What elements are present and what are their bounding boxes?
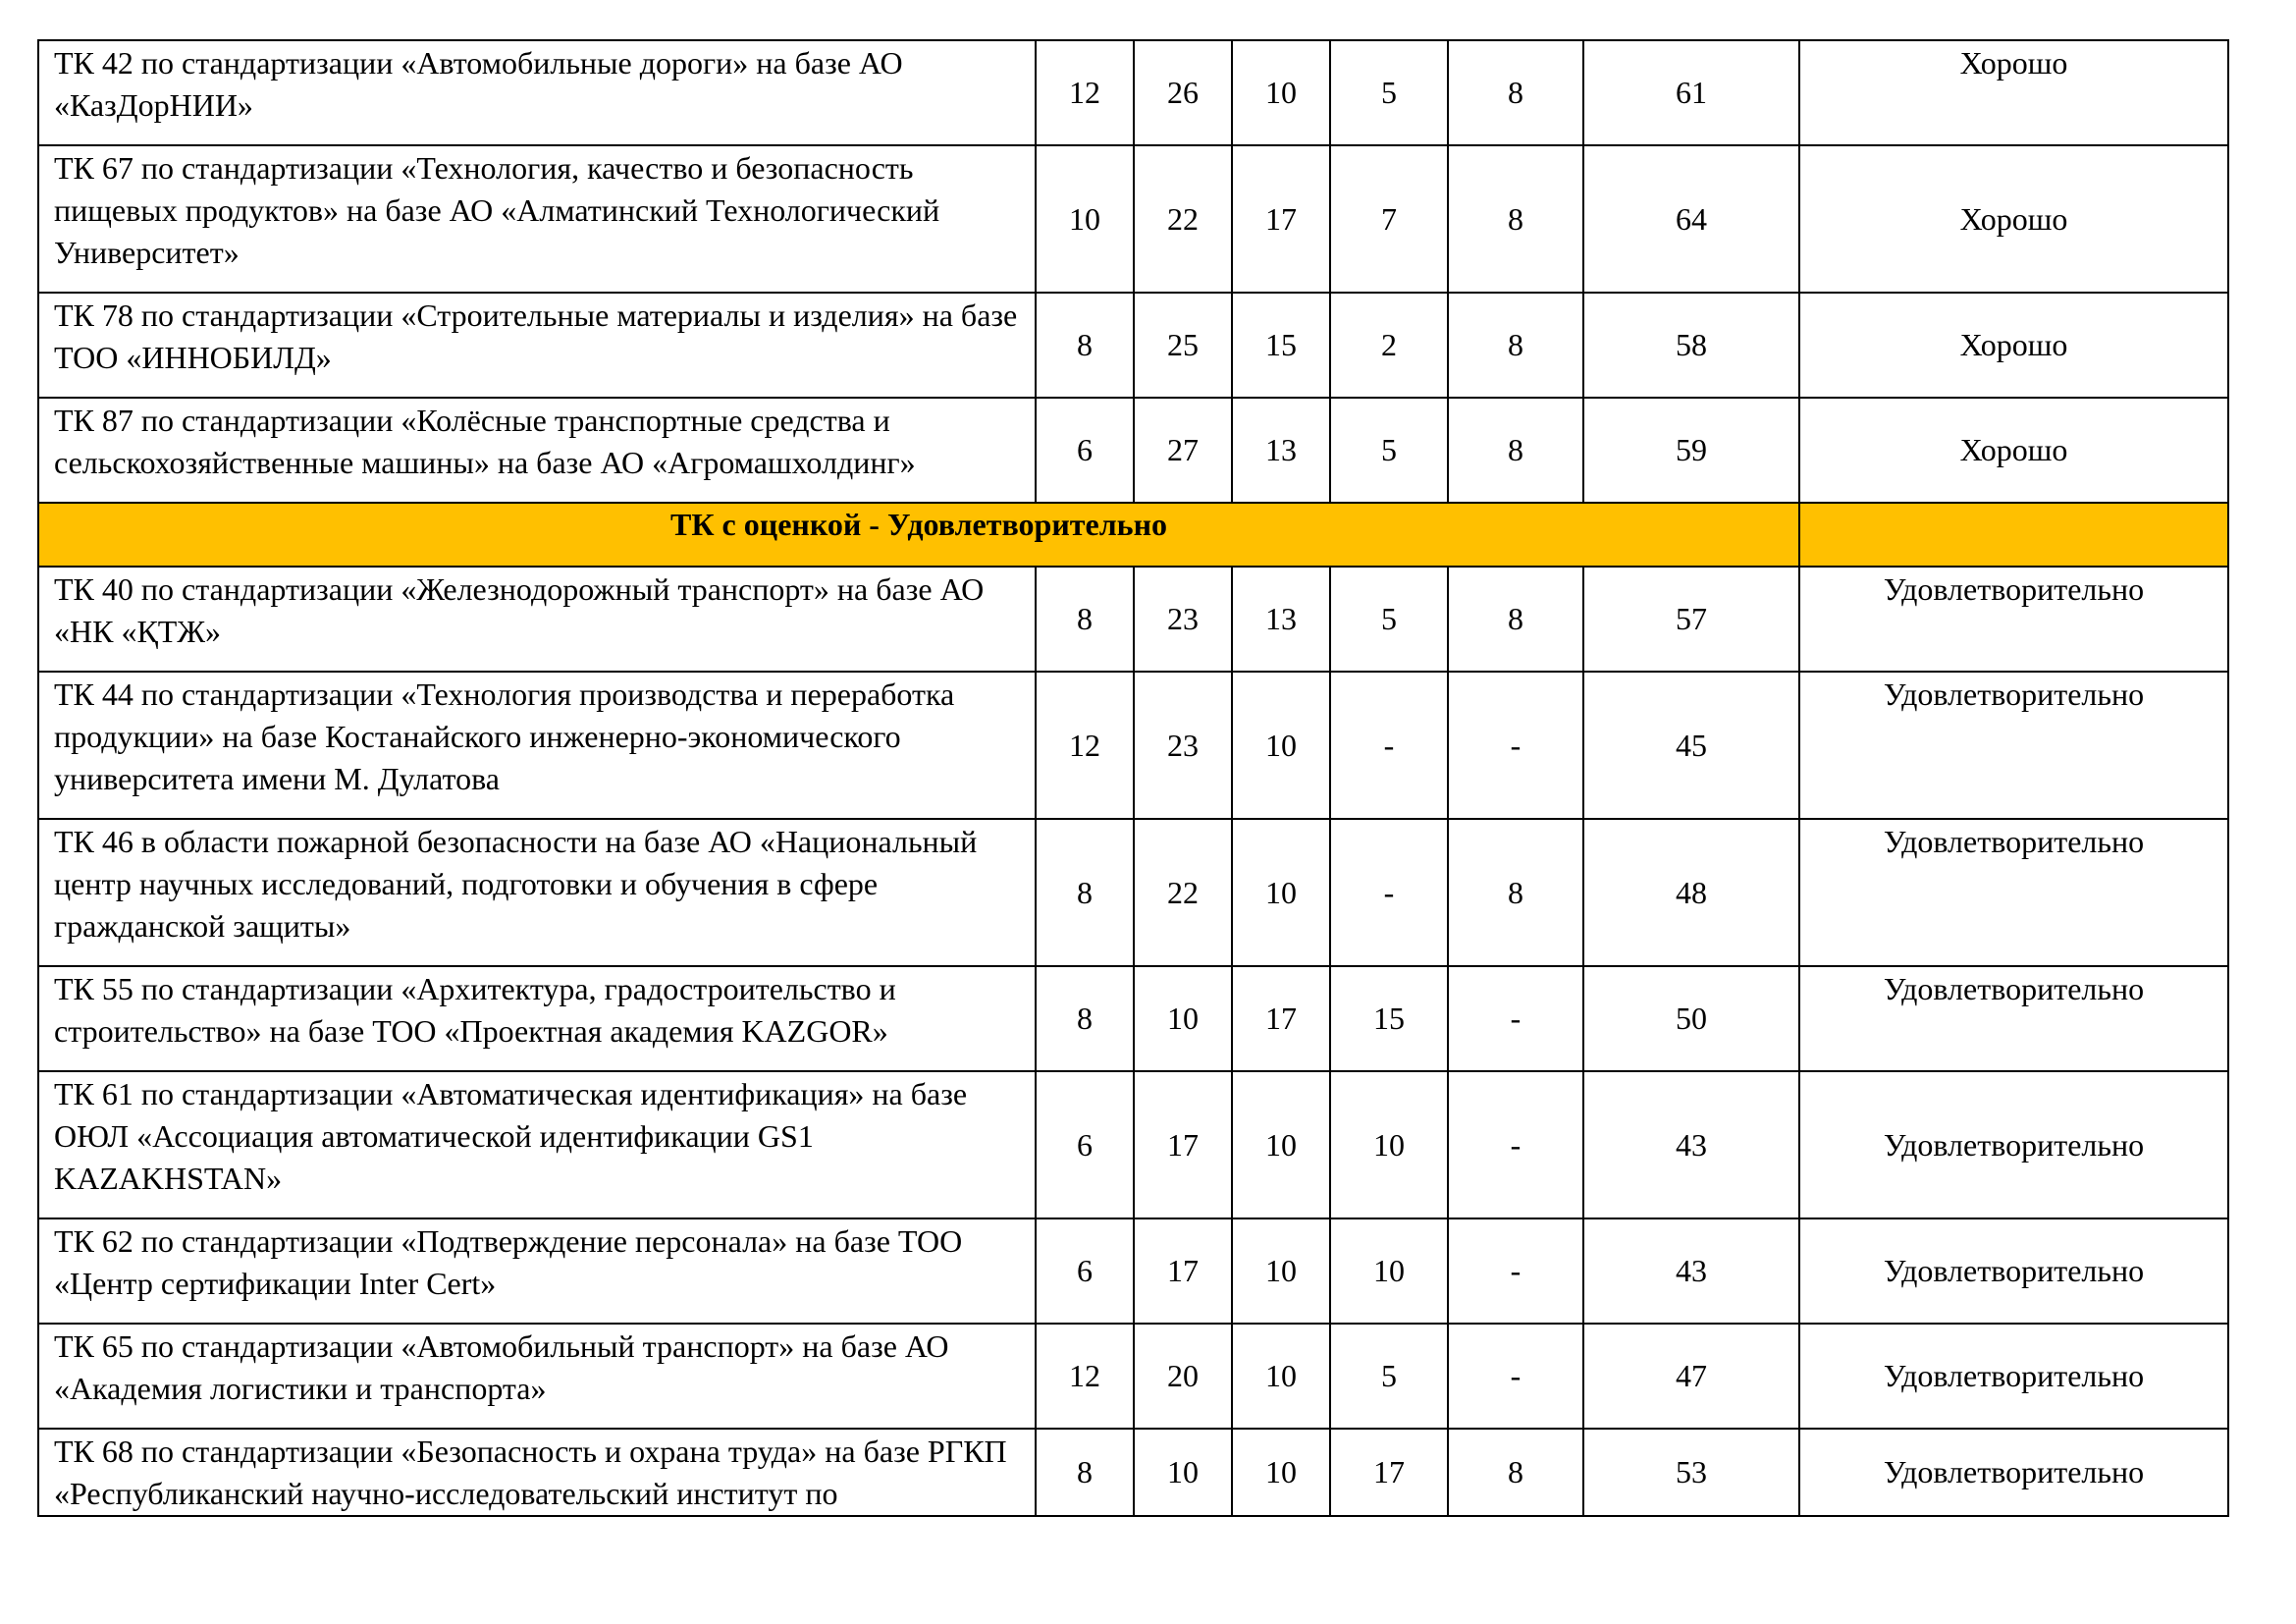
section-header-row [38,503,2228,567]
rating-cell: Удовлетворительно [1799,819,2228,966]
score-cell: 10 [1134,966,1232,1071]
score-cell: 12 [1036,40,1134,145]
table-row [38,293,2228,398]
committee-name-cell: ТК 68 по стандартизации «Безопасность и охрана труда» на базе РГКП «Республиканский научно-исследовательский институт по [38,1429,1036,1516]
committee-name-cell: ТК 67 по стандартизации «Технология, качество и безопасность пищевых продуктов» на базе АО «Алматинский Технологический Университет» [38,145,1036,293]
committee-name-cell: ТК 87 по стандартизации «Колёсные транспортные средства и сельскохозяйственные машины» на базе АО «Агромашхолдинг» [38,398,1036,503]
score-cell: 8 [1448,398,1583,503]
score-cell: 25 [1134,293,1232,398]
score-cell: 8 [1448,293,1583,398]
rating-cell: Удовлетворительно [1799,1218,2228,1324]
score-cell: 8 [1036,1429,1134,1516]
total-cell: 47 [1583,1324,1799,1429]
score-cell: 26 [1134,40,1232,145]
score-cell: 22 [1134,145,1232,293]
total-cell: 64 [1583,145,1799,293]
total-cell: 61 [1583,40,1799,145]
score-cell: 10 [1232,40,1330,145]
score-cell: 5 [1330,567,1448,672]
table-row [38,1324,2228,1429]
total-cell: 43 [1583,1218,1799,1324]
score-cell: 12 [1036,672,1134,819]
committee-name-cell: ТК 40 по стандартизации «Железнодорожный транспорт» на базе АО «НК «ҚТЖ» [38,567,1036,672]
score-cell: 15 [1232,293,1330,398]
score-cell: 8 [1036,966,1134,1071]
score-cell: 5 [1330,1324,1448,1429]
score-cell: 22 [1134,819,1232,966]
score-cell: - [1448,672,1583,819]
total-cell: 57 [1583,567,1799,672]
score-cell: 10 [1134,1429,1232,1516]
score-cell: 10 [1232,1071,1330,1218]
score-cell: 17 [1134,1218,1232,1324]
score-cell: 10 [1232,1324,1330,1429]
rating-cell: Удовлетворительно [1799,1071,2228,1218]
committee-name-cell: ТК 42 по стандартизации «Автомобильные дороги» на базе АО «КазДорНИИ» [38,40,1036,145]
table-row [38,672,2228,819]
total-cell: 43 [1583,1071,1799,1218]
rating-cell: Удовлетворительно [1799,672,2228,819]
score-cell: 27 [1134,398,1232,503]
score-cell: 15 [1330,966,1448,1071]
score-cell: 13 [1232,567,1330,672]
score-cell: 8 [1036,293,1134,398]
committee-name-cell: ТК 44 по стандартизации «Технология производства и переработка продукции» на базе Костанайского инженерно-экономического университета имени М. Дулатова [38,672,1036,819]
score-cell: 8 [1036,819,1134,966]
score-cell: 10 [1232,1429,1330,1516]
total-cell: 58 [1583,293,1799,398]
score-cell: 8 [1448,40,1583,145]
table-row [38,145,2228,293]
committee-name-cell: ТК 78 по стандартизации «Строительные материалы и изделия» на базе ТОО «ИННОБИЛД» [38,293,1036,398]
score-cell: 12 [1036,1324,1134,1429]
total-cell: 48 [1583,819,1799,966]
table-row [38,1429,2228,1516]
score-cell: 10 [1330,1071,1448,1218]
score-cell: 8 [1448,819,1583,966]
rating-cell: Удовлетворительно [1799,1324,2228,1429]
score-cell: 6 [1036,1218,1134,1324]
score-cell: 8 [1448,1429,1583,1516]
score-cell: 5 [1330,398,1448,503]
table-row [38,567,2228,672]
total-cell: 53 [1583,1429,1799,1516]
table-row [38,40,2228,145]
score-cell: 6 [1036,1071,1134,1218]
rating-table [37,39,2229,1517]
table-row [38,1071,2228,1218]
score-cell: 8 [1448,145,1583,293]
score-cell: - [1448,1324,1583,1429]
rating-cell: Хорошо [1799,293,2228,398]
score-cell: 7 [1330,145,1448,293]
table-row [38,398,2228,503]
rating-cell: Хорошо [1799,40,2228,145]
committee-name-cell: ТК 62 по стандартизации «Подтверждение персонала» на базе ТОО «Центр сертификации Inter Cert» [38,1218,1036,1324]
section-title: ТК с оценкой - Удовлетворительно [38,503,1799,567]
score-cell: 17 [1232,966,1330,1071]
total-cell: 59 [1583,398,1799,503]
score-cell: 10 [1330,1218,1448,1324]
rating-cell: Удовлетворительно [1799,966,2228,1071]
score-cell: - [1448,966,1583,1071]
section-rating-cell [1799,503,2228,567]
score-cell: 5 [1330,40,1448,145]
score-cell: 20 [1134,1324,1232,1429]
score-cell: 8 [1448,567,1583,672]
score-cell: 23 [1134,567,1232,672]
score-cell: 8 [1036,567,1134,672]
score-cell: - [1330,672,1448,819]
total-cell: 45 [1583,672,1799,819]
score-cell: - [1448,1071,1583,1218]
committee-name-cell: ТК 46 в области пожарной безопасности на базе АО «Национальный центр научных исследований, подготовки и обучения в сфере гражданской защиты» [38,819,1036,966]
table-row [38,819,2228,966]
score-cell: 10 [1232,819,1330,966]
score-cell: 17 [1232,145,1330,293]
table-row [38,1218,2228,1324]
committee-name-cell: ТК 61 по стандартизации «Автоматическая идентификация» на базе ОЮЛ «Ассоциация автоматической идентификации GS1 KAZAKHSTAN» [38,1071,1036,1218]
rating-cell: Удовлетворительно [1799,567,2228,672]
rating-cell: Хорошо [1799,398,2228,503]
score-cell: 2 [1330,293,1448,398]
score-cell: 6 [1036,398,1134,503]
score-cell: 17 [1134,1071,1232,1218]
score-cell: 23 [1134,672,1232,819]
score-cell: 10 [1232,672,1330,819]
score-cell: 13 [1232,398,1330,503]
committee-name-cell: ТК 65 по стандартизации «Автомобильный транспорт» на базе АО «Академия логистики и транспорта» [38,1324,1036,1429]
score-cell: 17 [1330,1429,1448,1516]
score-cell: 10 [1036,145,1134,293]
rating-cell: Хорошо [1799,145,2228,293]
table-row [38,966,2228,1071]
total-cell: 50 [1583,966,1799,1071]
score-cell: - [1448,1218,1583,1324]
committee-name-cell: ТК 55 по стандартизации «Архитектура, градостроительство и строительство» на базе ТОО «Проектная академия KAZGOR» [38,966,1036,1071]
rating-cell: Удовлетворительно [1799,1429,2228,1516]
score-cell: - [1330,819,1448,966]
score-cell: 10 [1232,1218,1330,1324]
